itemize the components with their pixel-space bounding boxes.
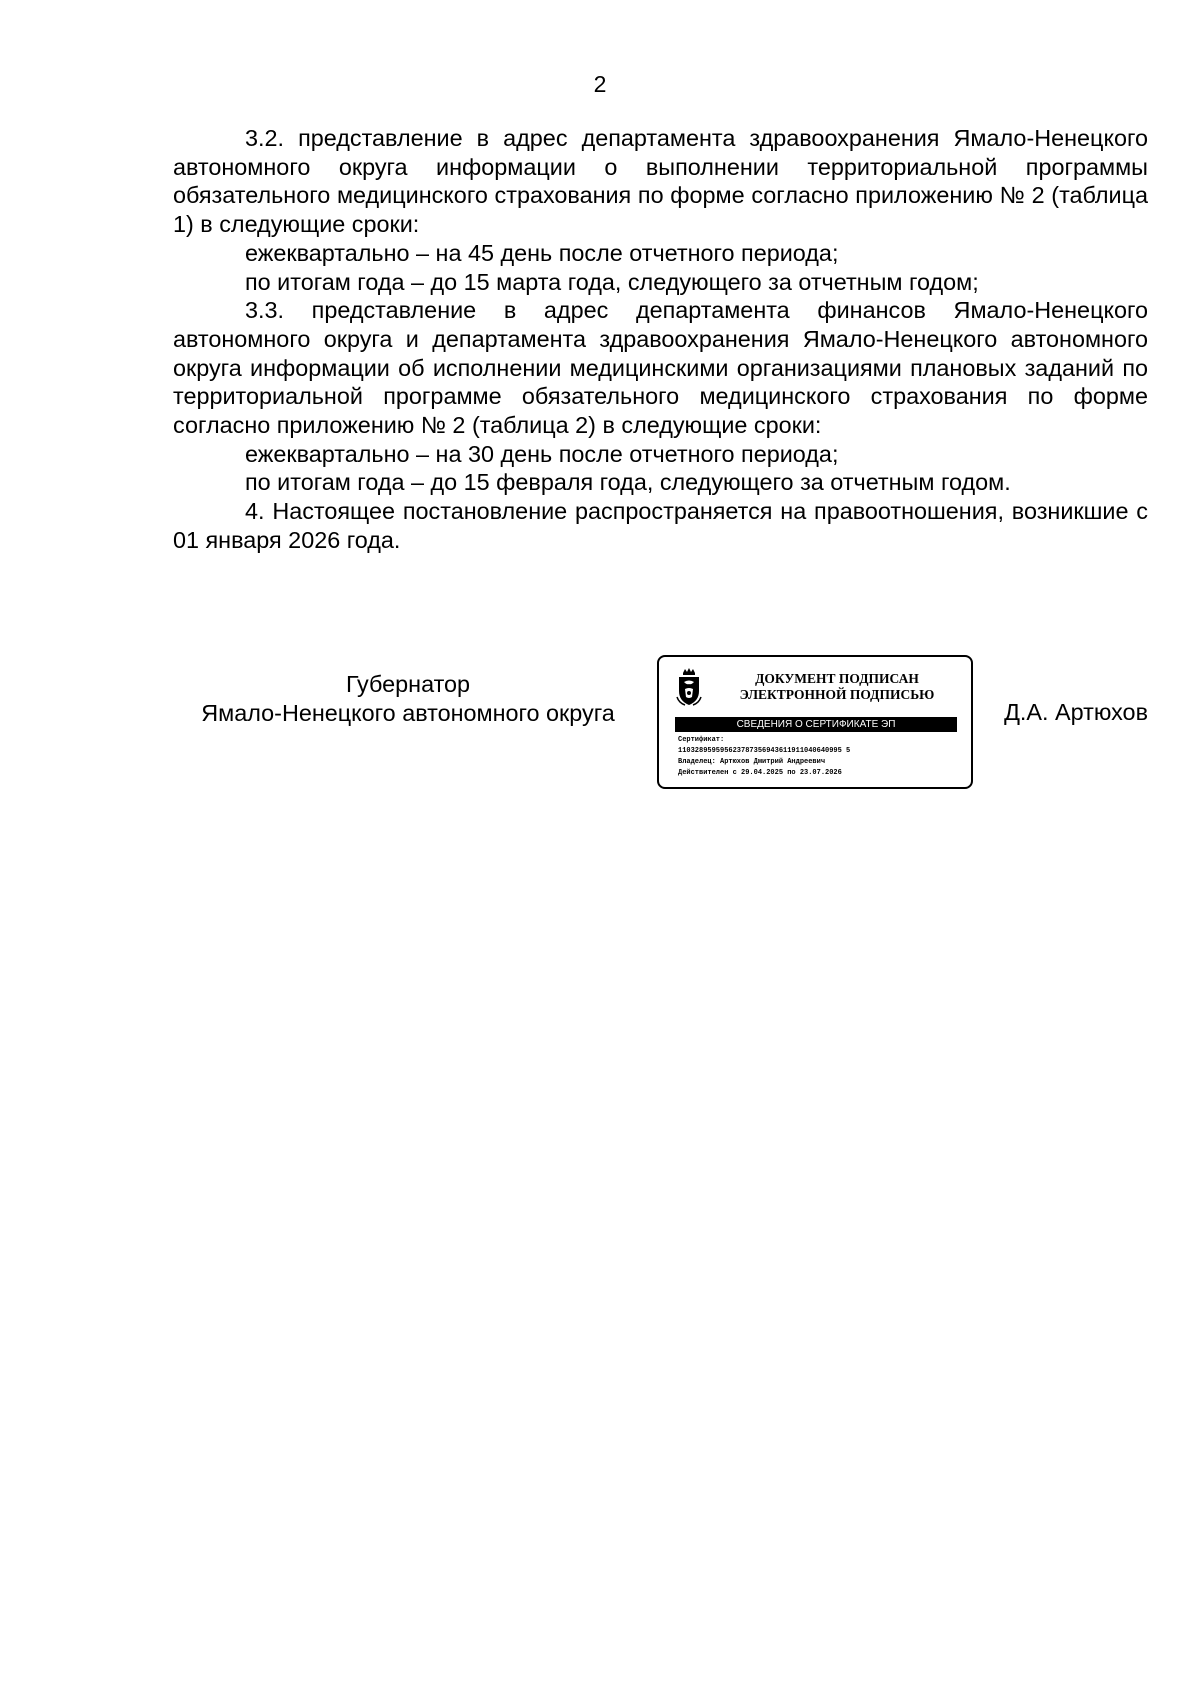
- coat-of-arms-icon: [675, 667, 703, 707]
- paragraph-quarterly-deadline-2: ежеквартально – на 30 день после отчетного периода;: [245, 440, 839, 467]
- document-body: [173, 124, 1148, 555]
- stamp-heading-line2: ЭЛЕКТРОННОЙ ПОДПИСЬЮ: [739, 687, 935, 702]
- paragraph-quarterly-deadline-1: ежеквартально – на 45 день после отчетного периода;: [245, 239, 839, 266]
- signatory-position-line1: Губернатор: [345, 671, 471, 697]
- stamp-heading-line1: ДОКУМЕНТ ПОДПИСАН: [755, 671, 919, 686]
- paragraph-annual-deadline-1: по итогам года – до 15 марта года, следующего за отчетным годом;: [245, 268, 979, 295]
- stamp-heading: [717, 671, 957, 703]
- certificate-validity: Действителен с 29.04.2025 по 23.07.2026: [678, 769, 842, 777]
- page-number: 2: [593, 71, 607, 97]
- electronic-signature-stamp: [657, 655, 973, 789]
- certificate-label: Сертификат:: [678, 736, 725, 744]
- paragraph-3-2: 3.2. представление в адрес департамента здравоохранения Ямало-Ненецкого автономного округа информации о выполнении территориальной программы обязательного медицинского страхования по форме согласно приложению № 2 (таблица 1) в следующие сроки:: [173, 125, 1148, 238]
- paragraph-3-3: 3.3. представление в адрес департамента финансов Ямало-Ненецкого автономного округа и департамента здравоохранения Ямало-Ненецкого автономного округа информации об исполнении медицинскими организациями плановых заданий по территориальной программе обязательного медицинского страхования по форме согласно приложению № 2 (таблица 2) в следующие сроки:: [173, 297, 1148, 439]
- paragraph-4: 4. Настоящее постановление распространяется на правоотношения, возникшие с 01 января 2026 года.: [173, 498, 1148, 553]
- certificate-number: 110328959595623787356943611911040640995 5: [678, 747, 851, 755]
- signatory-position-line2: Ямало-Ненецкого автономного округа: [201, 699, 615, 726]
- signatory-name: Д.А. Артюхов: [1004, 699, 1148, 725]
- signatory-position: [173, 670, 643, 727]
- certificate-info-bar: СВЕДЕНИЯ О СЕРТИФИКАТЕ ЭП: [675, 717, 957, 732]
- certificate-owner: Владелец: Артюхов Дмитрий Андреевич: [678, 758, 826, 766]
- certificate-details: [678, 735, 962, 779]
- paragraph-annual-deadline-2: по итогам года – до 15 февраля года, следующего за отчетным годом.: [245, 469, 1011, 496]
